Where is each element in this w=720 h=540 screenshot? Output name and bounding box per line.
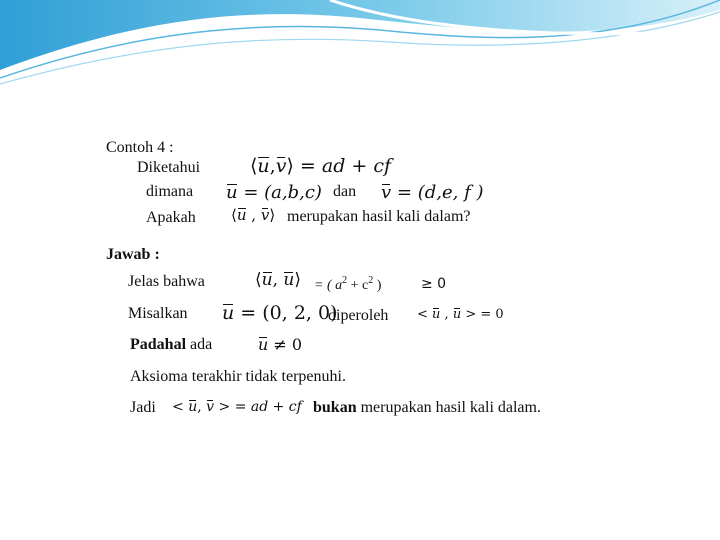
u-neq-zero: u ≠ 0 <box>258 335 303 354</box>
uu-equals-zero: < u , u > = 0 <box>417 307 504 322</box>
header-wave-decoration <box>0 0 720 90</box>
clearly-rhs-plus: + c <box>347 278 369 293</box>
however-line <box>130 337 212 353</box>
suppose-label: Misalkan <box>128 305 188 322</box>
example-heading: Contoh 4 : <box>106 139 174 156</box>
and-word: dan <box>333 183 357 200</box>
exponent-c: 2 <box>368 275 374 286</box>
question-text: merupakan hasil kali dalam? <box>287 208 471 225</box>
so-formula-rhs: = ad + cf <box>234 399 302 415</box>
uu-zero: > = 0 <box>465 307 504 322</box>
clearly-label: Jelas bahwa <box>128 273 205 290</box>
so-label: Jadi <box>130 399 156 416</box>
v-components: (d,e, f ) <box>417 182 484 203</box>
v-definition: v = (d,e, f ) <box>381 182 484 203</box>
so-formula: < u, v > = ad + cf <box>172 399 302 415</box>
given-formula: ⟨u,v⟩ = ad + cf <box>250 155 392 177</box>
conclusion-text: merupakan hasil kali dalam. <box>360 399 541 416</box>
answer-heading: Jawab : <box>106 246 160 263</box>
exponent-a: 2 <box>342 275 348 286</box>
uu-inner-product: ⟨u, u⟩ <box>255 270 301 290</box>
u-neq-zero-text: ≠ 0 <box>273 335 303 354</box>
geq-zero: ≥ 0 <box>421 276 447 292</box>
u-definition: u = (a,b,c) <box>226 182 322 203</box>
given-label: Diketahui <box>137 159 201 176</box>
however-bold: Padahal <box>130 336 187 353</box>
clearly-rhs <box>314 276 381 293</box>
question-label: Apakah <box>146 209 196 226</box>
u-zero-vector: (0, 2, 0) <box>262 302 338 324</box>
clearly-rhs-close: ) <box>373 278 382 293</box>
however-rest: ada <box>190 336 213 353</box>
given-formula-rhs: ad + cf <box>321 155 392 177</box>
u-zero-definition: u = (0, 2, 0) <box>222 302 338 324</box>
not-word: bukan <box>313 399 357 416</box>
where-label: dimana <box>146 183 194 200</box>
conclusion-line <box>313 400 541 416</box>
axiom-text: Aksioma terakhir tidak terpenuhi. <box>130 368 346 385</box>
u-components: (a,b,c) <box>264 182 322 203</box>
clearly-rhs-open: = ( a <box>314 278 343 293</box>
question-inner-product: ⟨u , v⟩ <box>231 206 276 224</box>
obtained-label: diperoleh <box>328 307 389 324</box>
